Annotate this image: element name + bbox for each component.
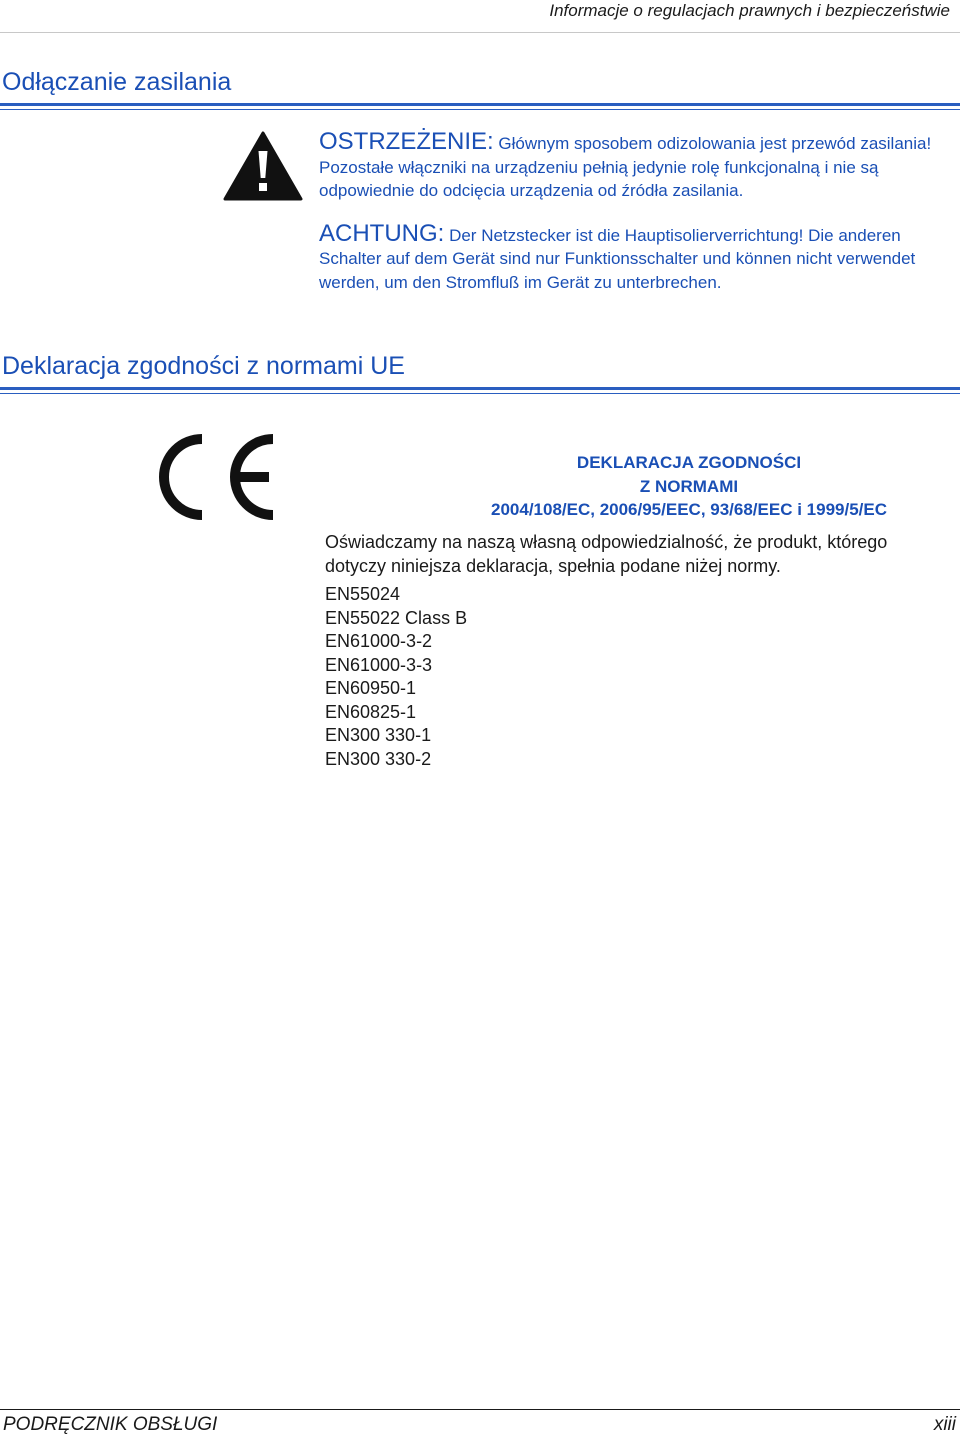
section-rule-thick	[0, 387, 960, 390]
standard-item: EN61000-3-2	[325, 631, 433, 651]
standard-item: EN60950-1	[325, 678, 417, 698]
footer-divider	[0, 1409, 960, 1410]
standards-list	[325, 583, 467, 771]
footer-manual-title: PODRĘCZNIK OBSŁUGI	[3, 1414, 218, 1435]
declaration-heading-line: 2004/108/EC, 2006/95/EEC, 93/68/EEC i 1999/5/EC	[491, 500, 887, 519]
warning-keyword-de: ACHTUNG:	[319, 219, 445, 247]
warning-de	[319, 219, 949, 295]
warning-keyword-pl: OSTRZEŻENIE:	[319, 128, 494, 155]
standard-item: EN60825-1	[325, 701, 417, 722]
header-divider	[0, 32, 960, 33]
standard-item: EN55022 Class B	[325, 607, 468, 628]
standard-item: EN55024	[325, 584, 401, 604]
section-rule-thin	[0, 393, 960, 394]
ce-mark-logo	[152, 433, 277, 521]
declaration-body: Oświadczamy na naszą własną odpowiedzialność, że produkt, którego dotyczy niniejsza deklaracja, spełnia podane niżej normy.	[325, 532, 888, 576]
section-rule-thick	[0, 103, 960, 106]
warning-pl	[319, 130, 949, 203]
declaration-heading-line: Z NORMAMI	[639, 476, 739, 496]
warning-block	[319, 130, 949, 294]
standard-item: EN300 330-2	[325, 748, 432, 769]
warning-text-de: Der Netzstecker ist die Hauptisolierverrichtung! Die anderen Schalter auf dem Gerät sind nur Funktionsschalter und können nicht verwendet werden, um den Stromfluß im Gerät zu unterbrechen.	[319, 225, 916, 292]
running-header: Informacje o regulacjach prawnych i bezpieczeństwie	[549, 1, 950, 20]
section-rule-thin	[0, 109, 960, 110]
page-number: xiii	[933, 1414, 956, 1435]
section-title-power: Odłączanie zasilania	[2, 68, 232, 96]
declaration-heading-line: DEKLARACJA ZGODNOŚCI	[576, 453, 802, 472]
warning-triangle-icon	[223, 131, 303, 201]
declaration-heading	[330, 451, 960, 522]
warning-text-pl: Głównym sposobem odizolowania jest przewód zasilania! Pozostałe włączniki na urządzeniu pełnią jedynie rolę funkcjonalną i nie są odpowiednie do odcięcia urządzenia od źródła zasilania.	[319, 134, 932, 200]
standard-item: EN61000-3-3	[325, 654, 433, 675]
section-title-eu: Deklaracja zgodności z normami UE	[2, 352, 405, 380]
standard-item: EN300 330-1	[325, 725, 432, 745]
